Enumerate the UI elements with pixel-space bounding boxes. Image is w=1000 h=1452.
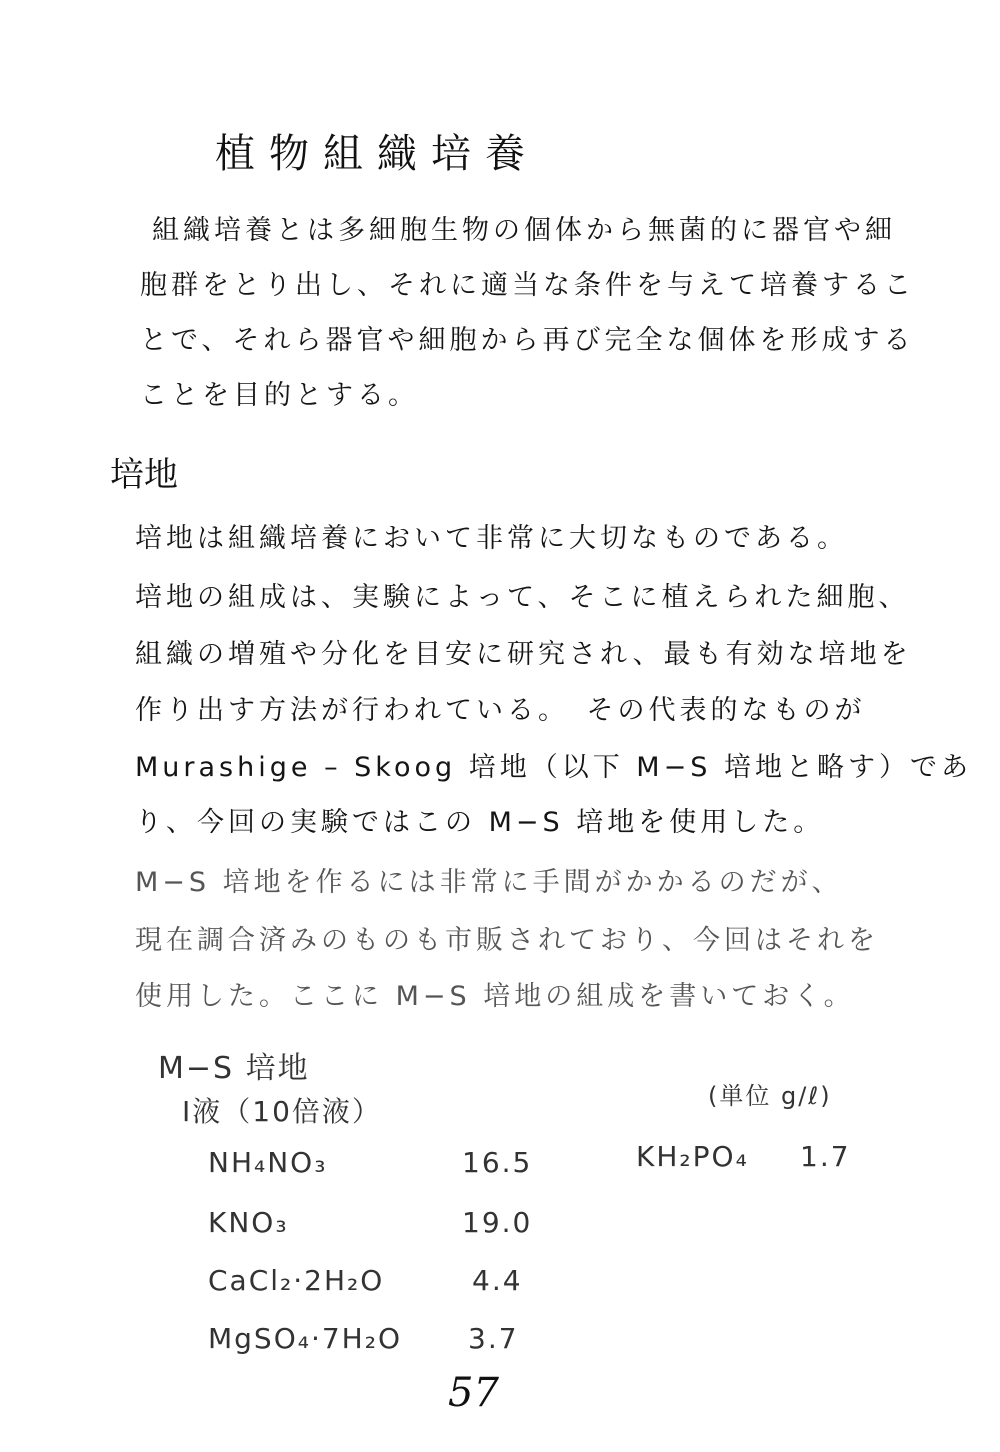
body-line-5: Murashige – Skoog 培地（以下 M−S 培地と略す）であ [135,752,972,783]
compound-value: 4.4 [472,1264,523,1297]
compound-value: 19.0 [462,1206,533,1239]
compound-name: MgSO₄·7H₂O [208,1322,403,1355]
compound-name: NH₄NO₃ [208,1146,328,1179]
compound-value: 16.5 [462,1146,533,1179]
ms-subheading: Ⅰ液（10倍液） [182,1095,382,1128]
intro-line-4: ことを目的とする。 [140,380,419,411]
body-line-9: 使用した。ここに M−S 培地の組成を書いておく。 [135,981,855,1012]
body-line-4: 作り出す方法が行われている。 その代表的なものが [135,695,866,726]
compound-value: 1.7 [800,1140,851,1173]
compound-name: KH₂PO₄ [636,1140,749,1173]
body-line-7: M−S 培地を作るには非常に手間がかかるのだが、 [135,867,843,898]
ms-heading: M−S 培地 [158,1051,310,1086]
compound-name: CaCl₂·2H₂O [208,1264,385,1297]
section-heading: 培地 [110,455,178,495]
compound-value: 3.7 [468,1322,519,1355]
body-line-3: 組織の増殖や分化を目安に研究され、最も有効な培地を [135,639,912,670]
document-title: 植物組織培養 [215,131,539,177]
body-line-6: り、今回の実験ではこの M−S 培地を使用した。 [135,807,825,838]
body-line-8: 現在調合済みのものも市販されており、今回はそれを [135,925,879,956]
body-line-2: 培地の組成は、実験によって、そこに植えられた細胞、 [135,582,910,613]
intro-line-2: 胞群をとり出し、それに適当な条件を与えて培養するこ [140,270,915,301]
intro-line-3: とで、それら器官や細胞から再び完全な個体を形成する [140,325,915,356]
ms-unit: (単位 g/ℓ) [708,1082,832,1110]
body-line-1: 培地は組織培養において非常に大切なものである。 [135,523,848,554]
compound-name: KNO₃ [208,1206,289,1239]
intro-line-1: 組織培養とは多細胞生物の個体から無菌的に器官や細 [152,215,896,246]
page-number: 57 [448,1370,499,1416]
